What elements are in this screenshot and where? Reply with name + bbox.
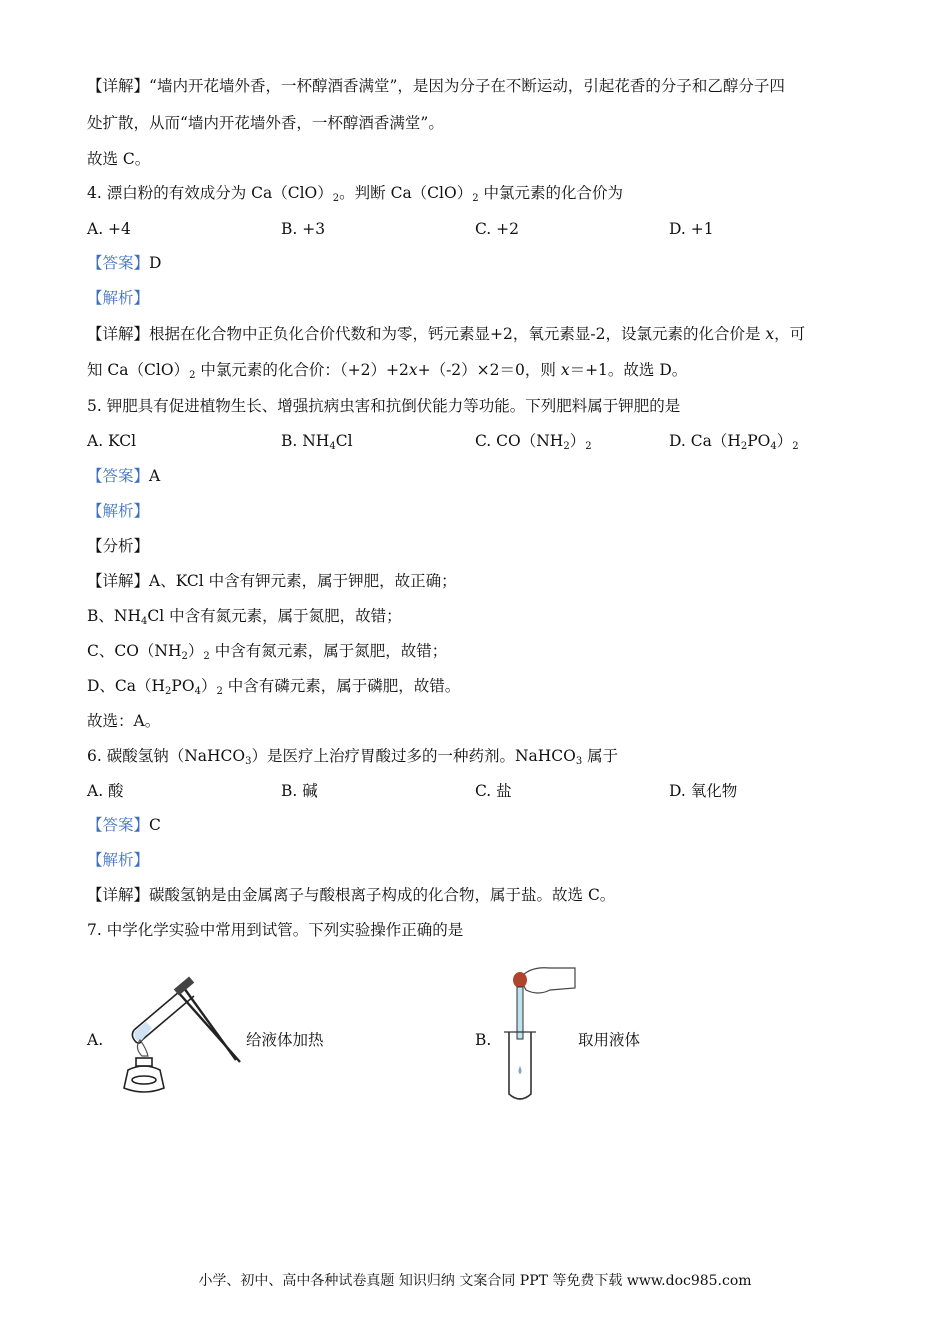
q6-option-c: C. 盐 (475, 782, 512, 800)
q5-answer: 【答案】A (87, 467, 161, 485)
q7-stem: 7. 中学化学实验中常用到试管。下列实验操作正确的是 (87, 921, 464, 939)
q7-option-b-label: 取用液体 (578, 1031, 641, 1049)
q5-detail-a: 【详解】A、KCl 中含有钾元素，属于钾肥，故正确； (87, 572, 457, 590)
q4-analysis-tag: 【解析】 (87, 289, 150, 307)
q5-option-c: C. $CO(NH_2)_2$ (475, 432, 592, 452)
footer: 小学、初中、高中各种试卷真题 知识归纳 文案合同 PPT 等免费下载 www.doc985.com (198, 1273, 752, 1289)
q3-detail-line2: 处扩散，从而“墙内开花墙外香，一杯醇酒香满堂”。 (87, 114, 444, 132)
q5-detail-b: B、$NH_4Cl$ 中含有氮元素，属于氮肥，故错； (87, 607, 402, 627)
q4-option-a: A. +4 (87, 220, 131, 238)
q5-option-d: D. $Ca(H_2PO_4)_2$ (669, 432, 799, 452)
q5-analysis-tag: 【解析】 (87, 502, 150, 520)
q6-answer: 【答案】C (87, 816, 161, 834)
heating-liquid-figure (112, 970, 244, 1100)
q7-option-a-letter: A. (87, 1031, 104, 1049)
q6-option-b: B. 碱 (281, 782, 318, 800)
q5-conclusion: 故选：A。 (87, 712, 161, 730)
q4-option-c: C. +2 (475, 220, 520, 238)
q5-fenxi-tag: 【分析】 (87, 537, 150, 555)
q4-detail-line1: 【详解】根据在化合物中正负化合价代数和为零，钙元素显+2，氧元素显-2，设氯元素的化合价是 x，可 (87, 325, 806, 343)
q5-detail-c: C、$CO(NH_2)_2$ 中含有氮元素，属于氮肥，故错； (87, 642, 448, 662)
q4-answer: 【答案】D (87, 254, 162, 272)
q6-stem: 6. 碳酸氢钠（NaHCO$_3$）是医疗上治疗胃酸过多的一种药剂。NaHCO$_3$ 属于 (87, 747, 619, 767)
q4-option-b: B. +3 (281, 220, 326, 238)
q3-conclusion: 故选 C。 (87, 150, 151, 168)
q7-option-a-label: 给液体加热 (246, 1031, 324, 1049)
q5-option-b: B. $NH_4Cl$ (281, 432, 353, 452)
answer-tag: 【答案】 (87, 254, 150, 272)
q4-detail-line2: 知 $Ca(ClO)_2$ 中氯元素的化合价：（+2）+2x+（-2）×2＝0，则 x＝+1。故选 D。 (87, 361, 688, 381)
dropper-figure (490, 962, 585, 1107)
q3-detail-line1: 【详解】“墙内开花墙外香，一杯醇酒香满堂”，是因为分子在不断运动，引起花香的分子和乙醇分子四 (87, 77, 785, 95)
q6-analysis-tag: 【解析】 (87, 851, 150, 869)
q6-detail: 【详解】碳酸氢钠是由金属离子与酸根离子构成的化合物，属于盐。故选 C。 (87, 886, 616, 904)
q4-option-d: D. +1 (669, 220, 714, 238)
q7-option-b-letter: B. (475, 1031, 492, 1049)
q4-stem: 4. 漂白粉的有效成分为 $Ca(ClO)_2$。判断 $Ca(ClO)_2$ 中氯元素的化合价为 (87, 184, 624, 204)
detail-tag: 【详解】 (87, 77, 150, 95)
q5-option-a: A. KCl (87, 432, 137, 450)
q5-stem: 5. 钾肥具有促进植物生长、增强抗病虫害和抗倒伏能力等功能。下列肥料属于钾肥的是 (87, 397, 681, 415)
q6-option-a: A. 酸 (87, 782, 124, 800)
q5-detail-d: D、$Ca(H_2PO_4)_2$ 中含有磷元素，属于磷肥，故错。 (87, 677, 461, 697)
q6-option-d: D. 氧化物 (669, 782, 738, 800)
